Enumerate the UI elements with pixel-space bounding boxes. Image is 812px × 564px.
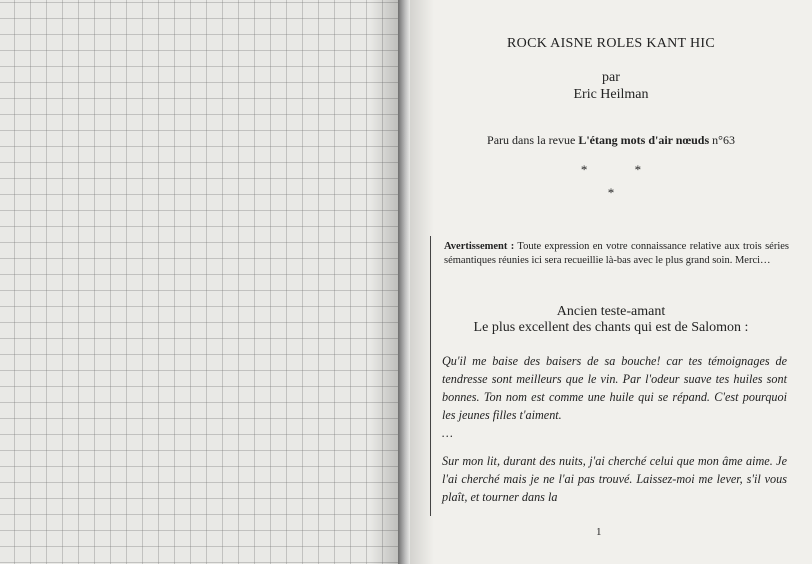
document-title: ROCK AISNE ROLES KANT HIC	[507, 36, 715, 51]
warning-text: Toute expression en votre connaissance relative aux trois séries sémantiques réunies ici sera recueillie là-bas avec le plus grand soin. Merci…	[444, 241, 789, 266]
paragraph-1	[442, 352, 787, 442]
revue-issue: n°63	[709, 133, 735, 147]
paragraph-1-text: Qu'il me baise des baisers de sa bouche! car tes témoignages de tendresse sont meilleurs que le vin. Par l'odeur suave tes huiles sont bonnes. Ton nom est comme une huile qui se répand. C'est pourquoi les jeunes filles t'aiment.	[442, 354, 787, 422]
section-subtitle-1: Ancien teste-amant	[556, 304, 666, 319]
asterism-top: * *	[580, 162, 664, 177]
ellipsis: …	[442, 426, 453, 440]
right-page	[410, 0, 812, 564]
paragraph-2: Sur mon lit, durant des nuits, j'ai cherché celui que mon âme aime. Je l'ai cherché mais je ne l'ai pas trouvé. Laissez-moi me lever, s'il vous plaît, et tourner dans la	[442, 454, 787, 504]
book-gutter	[398, 0, 410, 564]
by-word: par	[602, 70, 620, 85]
page-number: 1	[596, 526, 602, 538]
left-page-grid-paper	[0, 0, 398, 564]
revue-prefix: Paru dans la revue	[487, 133, 579, 147]
warning-label: Avertissement :	[444, 241, 515, 252]
warning-notice	[444, 240, 789, 267]
revue-name: L'étang mots d'air nœuds	[578, 133, 710, 147]
publication-line	[410, 133, 812, 148]
section-subtitle-2: Le plus excellent des chants qui est de Salomon :	[473, 320, 749, 335]
asterism-bottom: *	[607, 185, 615, 200]
author-name: Eric Heilman	[573, 87, 649, 102]
